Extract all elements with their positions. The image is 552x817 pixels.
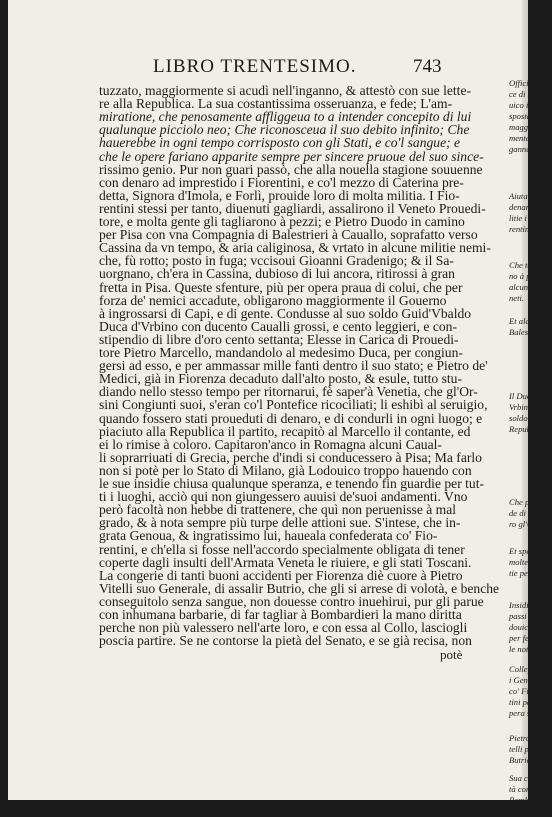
text-line: le sue insidie chiusa qualunque speranza, e tenendo fin guardie per tut- bbox=[99, 476, 485, 491]
text-line: gersi ad esso, e per ammassar mille fanti dentro il suo stato; e Pietro de' bbox=[99, 358, 488, 374]
text-line: che, fù rotto; posto in fuga; vccisoui Gioanni Gradenigo; & il Sa- bbox=[99, 253, 454, 269]
text-line: Medici, già in Fiorenza decaduto dall'alto posto, & esule, tutto stu- bbox=[99, 371, 462, 387]
text-line: miratione, che penosamente affliggeua to a intender concepito di lui bbox=[99, 109, 472, 125]
margin-note: Sua crudel- tà contro i Bombardie- ri. bbox=[509, 773, 550, 816]
text-line: Cassina da vn tempo, & aria caliginosa, & vrtato in alcune militie nemi- bbox=[99, 240, 491, 256]
page-header bbox=[113, 56, 483, 86]
text-line: tore, e molta gente gli tagliarono à pezzi; e Pietro Duodo in camino bbox=[99, 214, 465, 229]
margin-note: Pietro Vi- telli prende Butrio. bbox=[509, 733, 549, 765]
margin-note: Et spedisce molte mili- tie per Pisa bbox=[509, 546, 549, 578]
text-line: rentini stessi per tanto, diuenuti gagliardi, assalirono il Veneto Prouedi- bbox=[99, 200, 486, 216]
text-line: qualunque picciolo neo; Che riconosceua il suo debito infinito; Che bbox=[99, 122, 470, 138]
text-line: grata Genoua, & ingratissimo lui, haueala confederata co' Fio- bbox=[99, 528, 438, 544]
text-line: con inhumana barbarie, di far tagliar à Bombardieri la mano diritta bbox=[99, 607, 462, 622]
text-line: rissimo genio. Pur non guari passò, che alla nouella stagione souuenne bbox=[99, 161, 483, 177]
text-line: ei lo rimise à coloro. Capitaron'anco in Romagna alcuni Caual- bbox=[99, 436, 442, 452]
text-line: Duca d'Vrbino con ducento Caualli grossi, e cento leggieri, e con- bbox=[99, 318, 457, 334]
margin-note: Insidie a' passi di Lo- douico auco per fermar le notitie. bbox=[509, 600, 552, 654]
text-line: li soprarriuati di Grecia, perche d'indi si conducessero à Pisa; Ma farlo bbox=[99, 449, 482, 465]
text-line: per Pisa con vna Compagnia di Balestrieri à Cauallo, soprafatto verso bbox=[99, 227, 478, 243]
text-line: quando fossero stati proueduti di denaro, e di condurli in ogni luogo; e bbox=[99, 410, 483, 426]
text-line: però facoltà non hebbe di trattenere, che quì non peruenisse à mal bbox=[99, 502, 457, 518]
text-line: fretta in Pisa. Queste sfenture, più per opera praua di colui, che per bbox=[99, 279, 463, 295]
text-line: grado, & à nota sempre più turpe delle attioni sue. S'intese, che in- bbox=[99, 515, 461, 531]
text-line: uorgnano, ch'era in Cassina, dubioso di lui ancora, ritirossi à gran bbox=[99, 266, 455, 282]
text-line: rentini, e ch'ella si fosse nell'accordo specialmente obligata di tener bbox=[99, 541, 465, 557]
margin-note: Il Duca d' Vrbino al soldo della Republica. bbox=[509, 391, 547, 434]
catchword: potè bbox=[440, 647, 463, 663]
running-title: LIBRO TRENTESIMO. bbox=[153, 56, 357, 77]
text-line: re alla Republica. La sua costantissima osseruanza, e fede; L'am- bbox=[99, 96, 453, 112]
text-line: con denaro ad imprestido i Fiorentini, e co'l mezzo di Caterina pre- bbox=[99, 174, 464, 190]
text-line: La congerie di tanti buoni accidenti per Fiorenza diè cuore à Pietro bbox=[99, 567, 463, 583]
margin-note: Officio dol- ce di Lodo- uico in ri- sposta per maggior- mente in- gannare. bbox=[509, 78, 549, 154]
text-line: hauerebbe in ogni tempo corrisposto con gli Stati, e co'l sangue; e bbox=[99, 135, 461, 151]
text-line: forza de' nemici accadute, obligarono maggiormente il Gouerno bbox=[99, 292, 447, 308]
margin-note: Che taglia- no à pezzi alcuni Ve- neti. bbox=[509, 260, 548, 303]
text-line: ti i luoghi, acciò qui non giungessero auuisi de'suoi andamenti. Vno bbox=[99, 489, 468, 505]
text-line: diando nello stesso tempo per ritornarui, fè saper'à Venetia, che gl'Or- bbox=[99, 384, 478, 400]
text-line: perche non più valessero nell'arte loro, e con essa al Collo, lasciogli bbox=[99, 620, 468, 636]
text-line: che le opere fariano apparite sempre per sincere pruoue del suo since- bbox=[99, 148, 484, 164]
margin-note: Che proue- de di dena- ro gl'Orsini bbox=[509, 497, 549, 529]
text-line: tuzzato, maggiormente si acudì nell'inganno, & attestò con sue lette- bbox=[99, 83, 472, 98]
text-line: detta, Signora d'Imola, e Forlì, prouide loro di molta militia. I Fio- bbox=[99, 187, 460, 203]
book-page bbox=[8, 0, 552, 816]
text-line: coperte dagli insulti dell'Armata Veneta le riuiere, e gli stati Toscani. bbox=[99, 554, 472, 570]
text-line: à ingrossarsi di Capi, e di gente. Condusse al suo soldo Guid'Vbaldo bbox=[99, 305, 472, 321]
text-line: non si potè per lo Stato di Milano, già Lodouico troppo hauendo con bbox=[99, 462, 472, 478]
text-line: stipendio di libre d'oro cento settanta; Elesse in Carica di Prouedi- bbox=[99, 331, 459, 347]
text-line: Vitelli suo Generale, di assalir Butrio, che gli si arrese di volotà, e benche bbox=[99, 580, 500, 596]
text-line: conseguitolo senza sangue, non douesse contro inuehirui, pur gli parue bbox=[99, 593, 484, 609]
margin-note: Aiuta con denaro, e mi litie i Fio- rentini. bbox=[509, 191, 552, 234]
margin-note: Collegatisi i Genouesi co' Fioren- tini per o- pera sua. bbox=[509, 664, 548, 718]
text-line: piaciuto alla Republica il partito, recapitò al Marcello il contante, ed bbox=[99, 423, 471, 439]
page-number: 743 bbox=[413, 56, 442, 77]
text-line: tore Pietro Marcello, mandandolo al medesimo Duca, per congiun- bbox=[99, 345, 463, 360]
margin-note: Et alcuni Balestrieri. bbox=[509, 316, 548, 337]
text-line: sini Congiunti suoi, s'eran co'l Pontefice ricociliati; li eshibì al seruigio, bbox=[99, 397, 488, 413]
text-line: poscia partire. Se ne contorse la pietà del Senato, e se già recisa, non bbox=[99, 633, 472, 649]
